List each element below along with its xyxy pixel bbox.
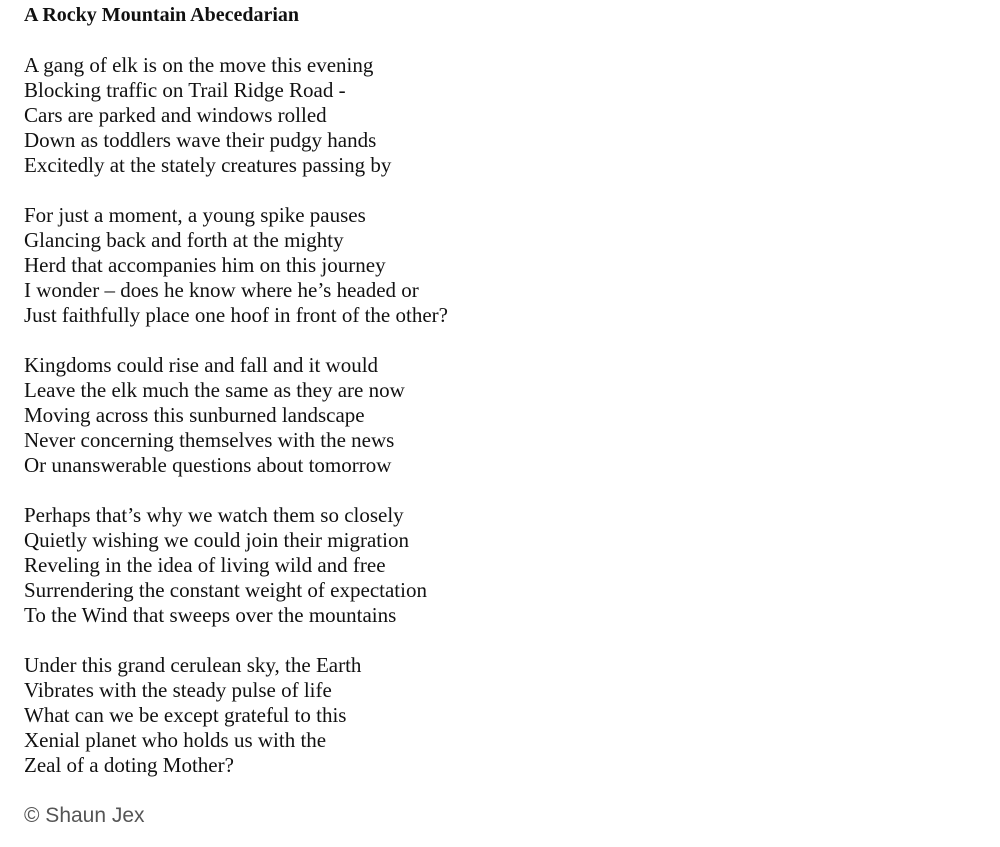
- poem-line: Excitedly at the stately creatures passing by: [24, 153, 392, 177]
- poem-line: Glancing back and forth at the mighty: [24, 228, 344, 252]
- stanza-3: [24, 353, 964, 478]
- poem-line: Just faithfully place one hoof in front of the other?: [24, 303, 448, 327]
- poem-line: Herd that accompanies him on this journey: [24, 253, 386, 277]
- poem-line: What can we be except grateful to this: [24, 703, 347, 727]
- poem-line: Perhaps that’s why we watch them so closely: [24, 503, 404, 527]
- stanza-2: [24, 203, 964, 328]
- poem-line: Under this grand cerulean sky, the Earth: [24, 653, 362, 677]
- poem-line: Kingdoms could rise and fall and it would: [24, 353, 379, 377]
- poem-line: Reveling in the idea of living wild and free: [24, 553, 386, 577]
- poem-line: Never concerning themselves with the news: [24, 428, 395, 452]
- stanza-5: [24, 653, 964, 778]
- stanza-1: [24, 53, 964, 178]
- copyright-notice: © Shaun Jex: [24, 804, 145, 827]
- poem-line: Or unanswerable questions about tomorrow: [24, 453, 392, 477]
- poem-line: I wonder – does he know where he’s headed or: [24, 278, 419, 302]
- poem-line: Blocking traffic on Trail Ridge Road -: [24, 78, 346, 102]
- poem-line: Vibrates with the steady pulse of life: [24, 678, 332, 702]
- stanza-4: [24, 503, 964, 628]
- poem-title: A Rocky Mountain Abecedarian: [24, 4, 300, 26]
- poem-line: Xenial planet who holds us with the: [24, 728, 327, 752]
- poem-line: Surrendering the constant weight of expectation: [24, 578, 427, 602]
- poem-line: A gang of elk is on the move this evening: [24, 53, 374, 77]
- poem-line: Down as toddlers wave their pudgy hands: [24, 128, 377, 152]
- poem-line: Quietly wishing we could join their migration: [24, 528, 409, 552]
- poem-line: Zeal of a doting Mother?: [24, 753, 234, 777]
- poem-line: Leave the elk much the same as they are now: [24, 378, 405, 402]
- poem-body: [24, 53, 964, 778]
- poem-page: [24, 3, 964, 828]
- poem-line: Moving across this sunburned landscape: [24, 403, 365, 427]
- poem-line: For just a moment, a young spike pauses: [24, 203, 366, 227]
- poem-line: To the Wind that sweeps over the mountains: [24, 603, 397, 627]
- poem-line: Cars are parked and windows rolled: [24, 103, 327, 127]
